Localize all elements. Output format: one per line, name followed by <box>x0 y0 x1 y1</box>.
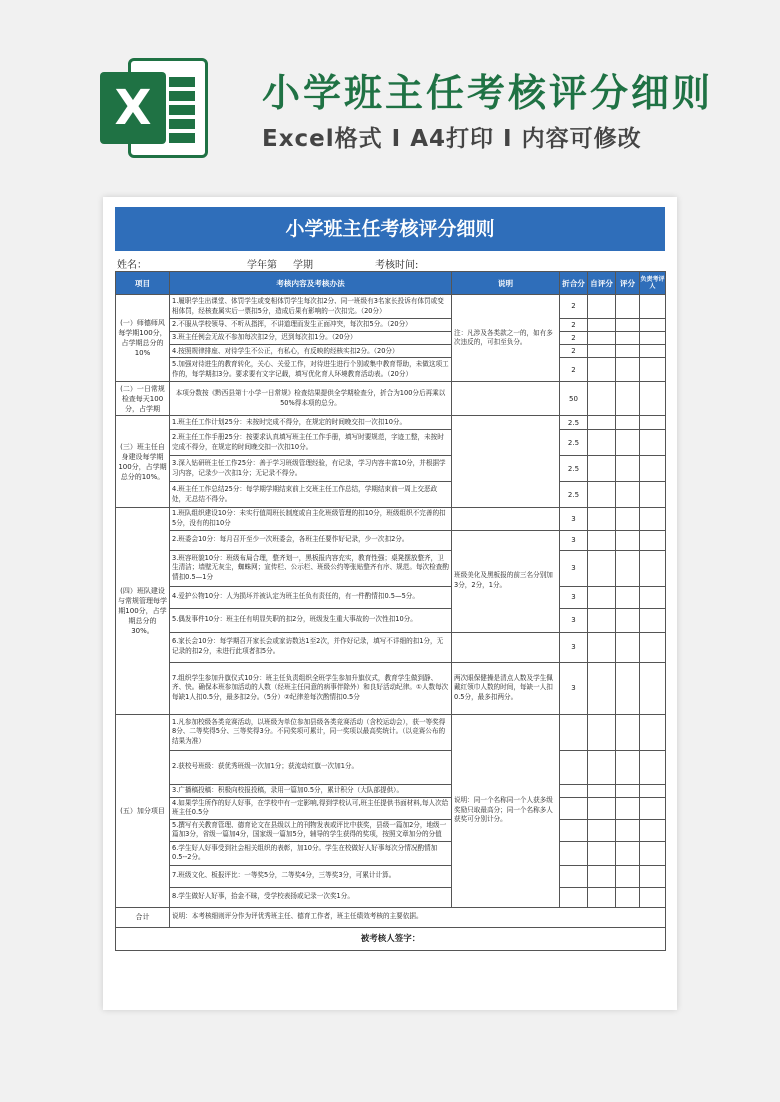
score-cell[interactable] <box>560 784 588 797</box>
score-cell[interactable] <box>560 797 588 819</box>
score-cell[interactable]: 3 <box>560 550 588 586</box>
evaluator-cell[interactable] <box>640 841 666 865</box>
table-row <box>116 382 666 416</box>
self-score-cell[interactable] <box>588 887 616 907</box>
table-row <box>116 530 666 550</box>
table-row <box>116 797 666 819</box>
score-cell[interactable] <box>560 750 588 784</box>
evaluator-cell[interactable] <box>640 482 666 508</box>
rating-cell[interactable] <box>616 750 640 784</box>
self-score-cell[interactable] <box>588 382 616 416</box>
rating-cell[interactable] <box>616 586 640 608</box>
self-score-cell[interactable] <box>588 797 616 819</box>
category-cell: (二）一日常规检查每天100分，占学期 <box>116 382 170 416</box>
note-cell[interactable]: 两次眼保健操是清点人数及学生佩戴红领巾人数的时间，每缺一人扣0.5分，最多扣两分。 <box>452 662 560 714</box>
hero-title: 小学班主任考核评分细则 <box>262 71 714 115</box>
evaluator-cell[interactable] <box>640 456 666 482</box>
table-row <box>116 819 666 841</box>
score-cell[interactable] <box>560 819 588 841</box>
self-score-cell[interactable] <box>588 430 616 456</box>
hero-subtitle: Excel格式 I A4打印 I 内容可修改 <box>262 126 642 152</box>
self-score-cell[interactable] <box>588 586 616 608</box>
score-cell[interactable] <box>560 887 588 907</box>
rating-cell[interactable] <box>616 887 640 907</box>
self-score-cell[interactable] <box>588 358 616 382</box>
score-cell[interactable]: 2 <box>560 319 588 332</box>
table-row <box>116 662 666 714</box>
header-note: 说明 <box>452 272 560 295</box>
score-cell[interactable]: 50 <box>560 382 588 416</box>
content-cell[interactable]: 4.如果学生所作的好人好事，在学校中有一定影响,得到学校认可,班主任提供书面材料,每人次给班主任0.5分 <box>170 797 452 819</box>
table-row <box>116 784 666 797</box>
header-item: 项目 <box>116 272 170 295</box>
note-cell[interactable]: 注：凡涉及各类款之一的，如有多次违反的，可扣至负分。 <box>452 295 560 382</box>
rating-cell[interactable] <box>616 416 640 430</box>
evaluator-cell[interactable] <box>640 550 666 586</box>
rating-cell[interactable] <box>616 382 640 416</box>
content-cell[interactable]: 4.爱护公物10分：人为损坏并被认定为班主任负有责任的，有一件酌情扣0.5—5分。 <box>170 586 452 608</box>
score-cell[interactable]: 2 <box>560 295 588 319</box>
rating-cell[interactable] <box>616 508 640 530</box>
table-row <box>116 319 666 332</box>
self-score-cell[interactable] <box>588 332 616 345</box>
content-cell[interactable]: 1.凡参加校级各类竞赛活动，以班级为单位参加县级各类竞赛活动（含校运动会），获一等奖得8分、二等奖得5分、三等奖得3分。不同奖项可累计，同一奖项以最高奖统计。（以竞赛公布的结果为准） <box>170 714 452 750</box>
content-cell[interactable]: 6.家长会10分：每学期召开家长会或家访数达1至2次，并作好记录，填写不详细的扣1分，无记录的扣2分，未进行此项者扣5分。 <box>170 632 452 662</box>
content-cell[interactable]: 8.学生做好人好事，拾金不昧，受学校表扬或记录一次奖1分。 <box>170 887 452 907</box>
signature-label[interactable]: 被考核人签字： <box>116 927 666 950</box>
content-cell[interactable]: 2.不服从学校领导、不听从指挥，不讲道理而发生正面冲突，每次扣5分。（20分） <box>170 319 452 332</box>
table-row <box>116 345 666 358</box>
self-score-cell[interactable] <box>588 482 616 508</box>
header-evaluator: 负责考评人 <box>640 272 666 295</box>
name-label: 姓名： <box>117 260 147 271</box>
evaluator-cell[interactable] <box>640 295 666 319</box>
score-cell[interactable]: 2.5 <box>560 456 588 482</box>
sheet-title: 小学班主任考核评分细则 <box>115 207 665 251</box>
table-row <box>116 865 666 887</box>
self-score-cell[interactable] <box>588 865 616 887</box>
evaluator-cell[interactable] <box>640 750 666 784</box>
table-row <box>116 632 666 662</box>
rating-cell[interactable] <box>616 819 640 841</box>
table-row <box>116 887 666 907</box>
info-row <box>115 254 665 270</box>
content-cell[interactable]: 3.班主任例会无故不参加每次扣2分，迟到每次扣1分。（20分） <box>170 332 452 345</box>
score-cell[interactable]: 2.5 <box>560 416 588 430</box>
rating-cell[interactable] <box>616 530 640 550</box>
score-cell[interactable]: 3 <box>560 632 588 662</box>
self-score-cell[interactable] <box>588 319 616 332</box>
evaluator-cell[interactable] <box>640 608 666 632</box>
score-cell[interactable]: 3 <box>560 608 588 632</box>
evaluator-cell[interactable] <box>640 819 666 841</box>
rating-cell[interactable] <box>616 550 640 586</box>
year-label: 学年第 <box>247 260 277 271</box>
content-cell[interactable]: 1.履职学生出课堂、体罚学生或变相体罚学生每次扣2分、同一班级有3名家长投诉有体罚或变相体罚，经核查属实后一票扣5分，造成后果有影响的一次扣完。（20分） <box>170 295 452 319</box>
hero-header <box>0 0 780 185</box>
content-cell[interactable]: 2.获校号班级：获优秀班级一次加1分；获流动红旗一次加1分。 <box>170 750 452 784</box>
self-score-cell[interactable] <box>588 550 616 586</box>
excel-badge: X <box>100 72 166 144</box>
rating-cell[interactable] <box>616 714 640 750</box>
table-row <box>116 508 666 530</box>
note-cell[interactable] <box>452 508 560 530</box>
score-cell[interactable]: 3 <box>560 586 588 608</box>
content-cell[interactable]: 2.班委会10分：每月召开至少一次班委会，各班主任要作好记录，少一次扣2分。 <box>170 530 452 550</box>
rating-cell[interactable] <box>616 482 640 508</box>
score-cell[interactable]: 2 <box>560 345 588 358</box>
self-score-cell[interactable] <box>588 662 616 714</box>
total-content[interactable]: 说明：本考核细则评分作为评优秀班主任、德育工作者，班主任绩效考核的主要依据。 <box>170 907 666 927</box>
table-row <box>116 608 666 632</box>
rating-cell[interactable] <box>616 430 640 456</box>
signature-row <box>116 927 666 950</box>
self-score-cell[interactable] <box>588 416 616 430</box>
evaluator-cell[interactable] <box>640 714 666 750</box>
table-row <box>116 332 666 345</box>
self-score-cell[interactable] <box>588 714 616 750</box>
total-label: 合计 <box>116 907 170 927</box>
score-cell[interactable]: 2.5 <box>560 430 588 456</box>
evaluator-cell[interactable] <box>640 865 666 887</box>
rating-cell[interactable] <box>616 632 640 662</box>
note-cell[interactable] <box>452 416 560 508</box>
header-self-score: 自评分 <box>588 272 616 295</box>
self-score-cell[interactable] <box>588 530 616 550</box>
score-cell[interactable] <box>560 714 588 750</box>
table-row <box>116 482 666 508</box>
header-score: 折合分 <box>560 272 588 295</box>
rating-cell[interactable] <box>616 797 640 819</box>
table-header-row <box>116 272 666 295</box>
category-cell: (三）班主任自身建设每学期100分，占学期总分的10%。 <box>116 416 170 508</box>
note-cell[interactable] <box>452 382 560 416</box>
time-label: 考核时间: <box>375 260 419 271</box>
evaluator-cell[interactable] <box>640 319 666 332</box>
content-cell[interactable]: 7.班级文化、板报评比：一等奖5分，二等奖4分，三等奖3分，可累计计算。 <box>170 865 452 887</box>
score-cell[interactable]: 2.5 <box>560 482 588 508</box>
rating-cell[interactable] <box>616 608 640 632</box>
content-cell[interactable]: 7.组织学生参加升旗仪式10分：班主任负责组织全班学生参加升旗仪式，教育学生做到静、齐、快。确保本班参加活动的人数（经班主任同意的病事伴除外）和良好活动纪律。①人数每次每缺1人扣0.5分，最多扣2分。（5分）②纪律差每次酌情扣0.5分 <box>170 662 452 714</box>
content-cell[interactable]: 3.深入钻研班主任工作25分：善于学习班级管理经验，有记录，学习内容丰富10分，并根据学习内容，记录少一次扣1分；无记录不得分。 <box>170 456 452 482</box>
table-row <box>116 430 666 456</box>
evaluator-cell[interactable] <box>640 382 666 416</box>
table-row <box>116 841 666 865</box>
table-row <box>116 295 666 319</box>
rating-cell[interactable] <box>616 841 640 865</box>
score-cell[interactable]: 3 <box>560 508 588 530</box>
spreadsheet-page <box>103 197 677 1010</box>
header-rating: 评分 <box>616 272 640 295</box>
content-cell[interactable]: 1.班队组织建设10分：未实行值周班长制度或自主化班级管理的扣10分，班级组织不完善的扣5分，没有的扣10分 <box>170 508 452 530</box>
table-row <box>116 550 666 586</box>
self-score-cell[interactable] <box>588 750 616 784</box>
note-cell[interactable]: 说明：同一个名称同一个人获多级奖励只取最高分；同一个名称多人获奖可分别计分。 <box>452 714 560 907</box>
content-cell[interactable]: 3.广播稿投稿：积极向校报投稿，录用一篇加0.5分，累计积分（大队部提供）。 <box>170 784 452 797</box>
rating-cell[interactable] <box>616 662 640 714</box>
self-score-cell[interactable] <box>588 841 616 865</box>
self-score-cell[interactable] <box>588 508 616 530</box>
content-cell[interactable]: 本项分数按《黔西县第十小学一日常规》检查结果提供全学期检查分，折合为100分后再乘以50%得本项的总分。 <box>170 382 452 416</box>
rating-cell[interactable] <box>616 358 640 382</box>
self-score-cell[interactable] <box>588 632 616 662</box>
content-cell[interactable]: 3.班容班貌10分：班级布局合理，整齐划一，黑板报内容充实，教育性强；桌凳摆放整齐，卫生清洁；墙壁无灰尘，蜘蛛网；宣传栏、公示栏、班级公约等张贴整齐有序、规范。每次检查酌情扣0.5—1分 <box>170 550 452 586</box>
content-cell[interactable]: 4.班主任工作总结25分：每学期学期结束前上交班主任工作总结，学期结束前一周上交恶政处，无总结不得分。 <box>170 482 452 508</box>
category-cell: (四）班队建设与常规管理每学期100分，占学期总分的30%。 <box>116 508 170 714</box>
content-cell[interactable]: 2.班主任工作手册25分：按要求认真填写班主任工作手册，填写时要规范，字迹工整，未按时完成不得分，在规定的时间晚交扣一次扣10分。 <box>170 430 452 456</box>
table-row <box>116 750 666 784</box>
rating-cell[interactable] <box>616 456 640 482</box>
evaluator-cell[interactable] <box>640 345 666 358</box>
rating-cell[interactable] <box>616 319 640 332</box>
category-cell: (五）加分项目 <box>116 714 170 907</box>
excel-logo-icon <box>100 58 210 158</box>
content-cell[interactable]: 5.加强对待进生的教育转化，关心、关爱工作，对待进生进行个别或集中教育帮助，未做这项工作的，每学期扣3分。要求要有文字记载，填写优化育人环境教育活动表。（20分） <box>170 358 452 382</box>
score-cell[interactable]: 2 <box>560 358 588 382</box>
table-row <box>116 358 666 382</box>
self-score-cell[interactable] <box>588 608 616 632</box>
total-row <box>116 907 666 927</box>
self-score-cell[interactable] <box>588 456 616 482</box>
content-cell[interactable]: 5.偶发事件10分：班主任有明显失职的扣2分，班级发生重大事故的一次性扣10分。 <box>170 608 452 632</box>
rating-cell[interactable] <box>616 345 640 358</box>
evaluator-cell[interactable] <box>640 358 666 382</box>
term-label: 学期 <box>293 260 313 271</box>
content-cell[interactable]: 5.撰写有关教育管理、德育论文在县级以上的刊物发表或评比中获奖，县级一篇加2分，地级一篇加3分，省级一篇加4分，国家级一篇加5分，辅导的学生获得的奖项，按照文章加分的分值 <box>170 819 452 841</box>
evaluator-cell[interactable] <box>640 784 666 797</box>
self-score-cell[interactable] <box>588 345 616 358</box>
table-row <box>116 456 666 482</box>
table-row <box>116 586 666 608</box>
rating-cell[interactable] <box>616 865 640 887</box>
note-cell[interactable] <box>452 632 560 662</box>
rating-cell[interactable] <box>616 332 640 345</box>
evaluation-table <box>115 271 666 951</box>
content-cell[interactable]: 4.按照规律排座、对待学生不公正，有私心，有反映的经核实扣2分。（20分） <box>170 345 452 358</box>
content-cell[interactable]: 1.班主任工作计划25分：未按时完成不得分，在规定的时间晚交扣一次扣10分。 <box>170 416 452 430</box>
evaluator-cell[interactable] <box>640 508 666 530</box>
evaluator-cell[interactable] <box>640 797 666 819</box>
evaluator-cell[interactable] <box>640 332 666 345</box>
score-cell[interactable] <box>560 841 588 865</box>
score-cell[interactable]: 3 <box>560 662 588 714</box>
header-content: 考核内容及考核办法 <box>170 272 452 295</box>
evaluator-cell[interactable] <box>640 586 666 608</box>
self-score-cell[interactable] <box>588 784 616 797</box>
evaluator-cell[interactable] <box>640 416 666 430</box>
score-cell[interactable]: 2 <box>560 332 588 345</box>
excel-grid-lines <box>169 77 195 141</box>
evaluator-cell[interactable] <box>640 887 666 907</box>
self-score-cell[interactable] <box>588 819 616 841</box>
evaluator-cell[interactable] <box>640 530 666 550</box>
evaluator-cell[interactable] <box>640 632 666 662</box>
table-row <box>116 714 666 750</box>
self-score-cell[interactable] <box>588 295 616 319</box>
note-cell[interactable]: 班级美化及黑板报的前三名分别加3分，2分，1分。 <box>452 530 560 632</box>
content-cell[interactable]: 6.学生好人好事受到社会相关组织的表彰，加10分。学生在校做好人好事每次分情况酌情加0.5--2分。 <box>170 841 452 865</box>
category-cell: (一）师德师风每学期100分，占学期总分的10% <box>116 295 170 382</box>
score-cell[interactable] <box>560 865 588 887</box>
table-row <box>116 416 666 430</box>
rating-cell[interactable] <box>616 295 640 319</box>
evaluator-cell[interactable] <box>640 430 666 456</box>
score-cell[interactable]: 3 <box>560 530 588 550</box>
evaluator-cell[interactable] <box>640 662 666 714</box>
rating-cell[interactable] <box>616 784 640 797</box>
